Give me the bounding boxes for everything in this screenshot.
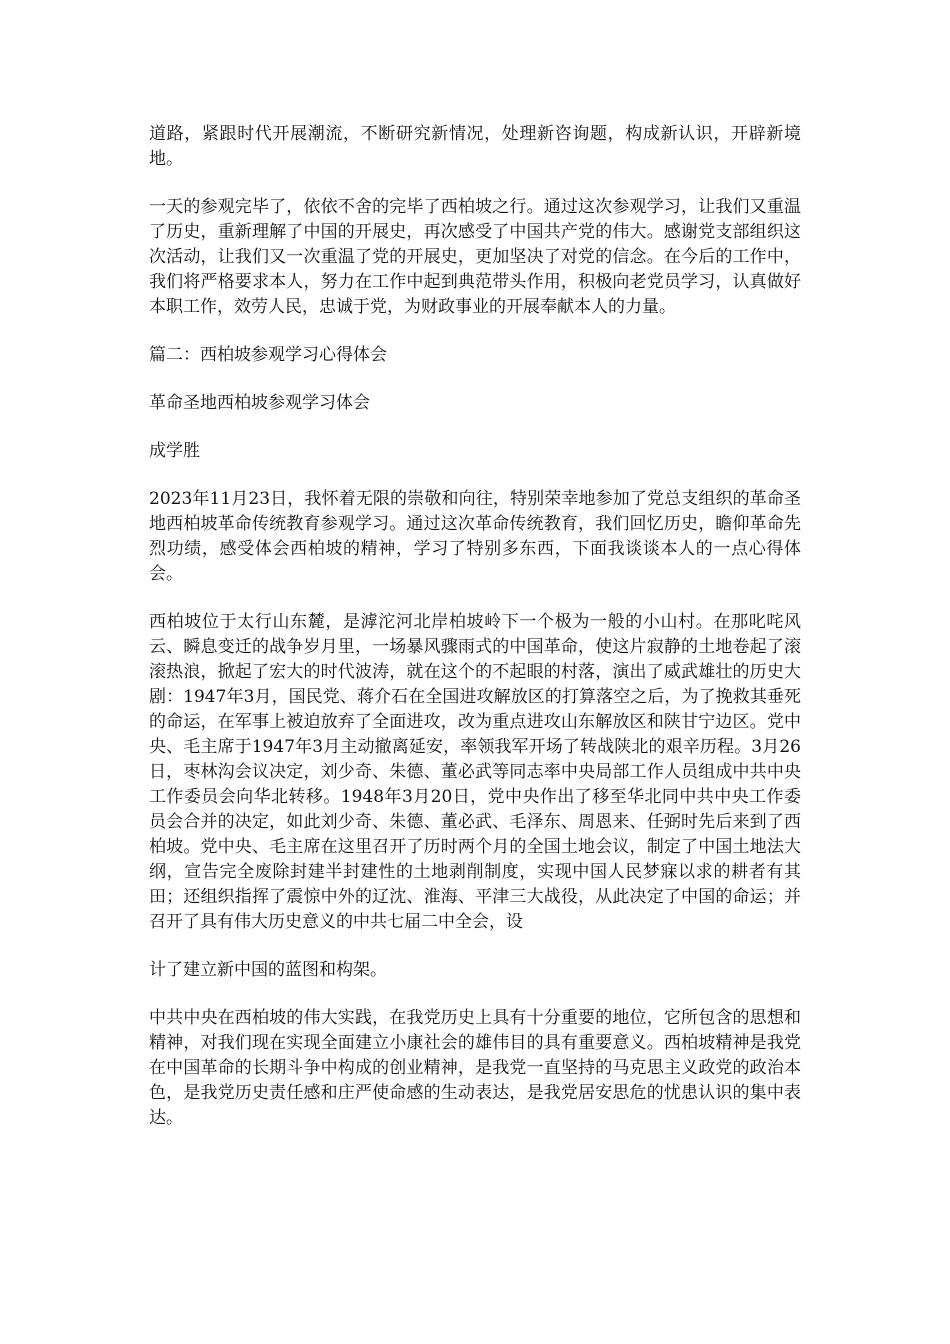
paragraph-intro: 2023年11月23日，我怀着无限的崇敬和向往，特别荣幸地参加了党总支组织的革命圣地西柏坡革命传统教育参观学习。通过这次革命传统教育，我们回忆历史，瞻仰革命先烈功绩，感受体会西柏坡的精神，学习了特别多东西，下面我谈谈本人的一点心得体会。 <box>149 489 801 584</box>
paragraph-significance: 中共中央在西柏坡的伟大实践，在我党历史上具有十分重要的地位，它所包含的思想和精神，对我们现在实现全面建立小康社会的雄伟目的具有重要意义。西柏坡精神是我党在中国革命的长期斗争中构成的创业精神，是我党一直坚持的马克思主义政党的政治本色，是我党历史责任感和庄严使命感的生动表达，是我党居安思危的忧患认识的集中表达。 <box>149 1008 801 1128</box>
document-page <box>149 122 801 1154</box>
article-title: 革命圣地西柏坡参观学习体会 <box>149 393 370 413</box>
section-heading: 篇二：西柏坡参观学习心得体会 <box>149 345 387 365</box>
paragraph-continuation: 道路，紧跟时代开展潮流，不断研究新情况，处理新咨询题，构成新认识，开辟新境地。 <box>149 124 801 169</box>
paragraph-history: 西柏坡位于太行山东麓，是滹沱河北岸柏坡岭下一个极为一般的小山村。在那叱咤风云、瞬息变迁的战争岁月里，一场暴风骤雨式的中国革命，使这片寂静的土地卷起了滚滚热浪，掀起了宏大的时代波涛，就在这个的不起眼的村落，演出了威武雄壮的历史大剧：1947年3月，国民党、蒋介石在全国进攻解放区的打算落空之后，为了挽救其垂死的命运，在军事上被迫放弃了全面进攻，改为重点进攻山东解放区和陕甘宁边区。党中央、毛主席于1947年3月主动撤离延安，率领我军开场了转战陕北的艰辛历程。3月26日，枣林沟会议决定，刘少奇、朱德、董必武等同志率中央局部工作人员组成中共中央工作委员会向华北转移。1948年3月20日，党中央作出了移至华北同中共中央工作委员会合并的决定，如此刘少奇、朱德、董必武、毛泽东、周恩来、任弼时先后来到了西柏坡。党中央、毛主席在这里召开了历时两个月的全国土地会议，制定了中国土地法大纲，宣告完全废除封建半封建性的土地剥削制度，实现中国人民梦寐以求的耕者有其田；还组织指挥了震惊中外的辽沈、淮海、平津三大战役，从此决定了中国的命运；并召开了具有伟大历史意义的中共七届二中全会，设 <box>149 612 801 932</box>
paragraph-history-end: 计了建立新中国的蓝图和构架。 <box>149 960 387 980</box>
paragraph-visit-summary: 一天的参观完毕了，依依不舍的完毕了西柏坡之行。通过这次参观学习，让我们又重温了历史，重新理解了中国的开展史，再次感受了中国共产党的伟大。感谢党支部组织这次活动，让我们又一次重温了党的开展史，更加坚决了对党的信念。在今后的工作中，我们将严格要求本人，努力在工作中起到典范带头作用，积极向老党员学习，认真做好本职工作，效劳人民，忠诚于党，为财政事业的开展奉献本人的力量。 <box>149 197 801 317</box>
author-name: 成学胜 <box>149 441 200 461</box>
